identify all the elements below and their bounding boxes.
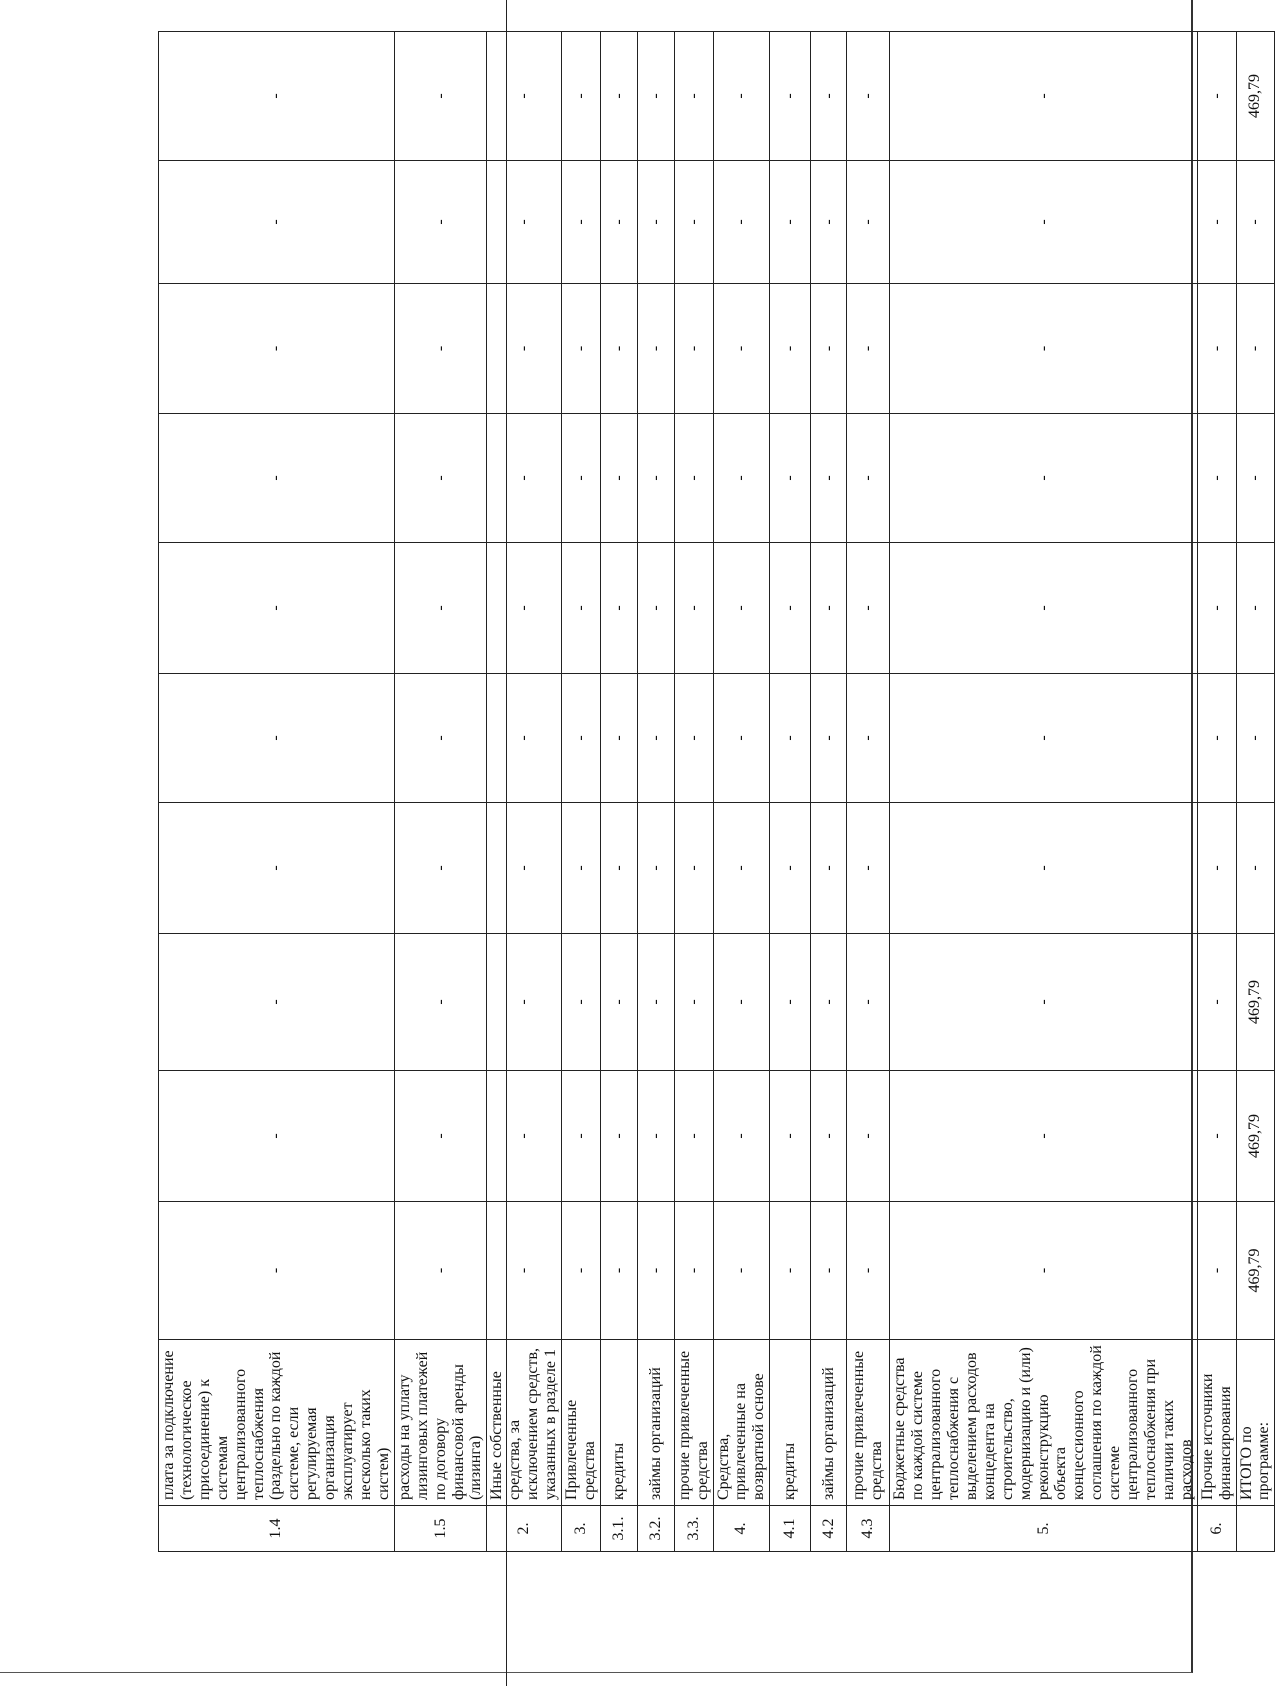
value-cell: -	[394, 674, 487, 803]
value-cell: -	[561, 1071, 600, 1202]
value-cell: -	[713, 32, 770, 161]
row-label: плата за подключение (технологическое присоединение) к системам централизованного теплоснабжения (раздельно по каждой системе, если регулируемая организация эксплуатирует несколько таких систем)	[159, 1340, 395, 1506]
row-label: Привлеченные средства	[561, 1340, 600, 1506]
value-cell: -	[713, 284, 770, 414]
value-cell: -	[770, 803, 811, 934]
table-row	[487, 32, 562, 1552]
value-cell: -	[847, 674, 890, 803]
value-cell: -	[1197, 934, 1236, 1071]
value-cell: -	[487, 1071, 562, 1202]
table-row	[811, 32, 847, 1552]
value-cell: -	[637, 934, 674, 1071]
table-row	[847, 32, 890, 1552]
value-cell: -	[637, 674, 674, 803]
value-cell: -	[561, 803, 600, 934]
value-cell: -	[847, 934, 890, 1071]
value-cell: -	[159, 1071, 395, 1202]
row-label: Прочие источники финансирования	[1197, 1340, 1236, 1506]
value-cell: -	[600, 934, 637, 1071]
value-cell: -	[890, 284, 1197, 414]
total-value-cell: 469,79	[1236, 1202, 1275, 1340]
value-cell: -	[600, 414, 637, 543]
table-row	[600, 32, 637, 1552]
value-cell: -	[674, 284, 713, 414]
table-row	[713, 32, 770, 1552]
row-label: кредиты	[600, 1340, 637, 1506]
value-cell: -	[890, 414, 1197, 543]
total-value-cell: 469,79	[1236, 32, 1275, 161]
row-number: 2.	[487, 1506, 562, 1552]
value-cell: -	[674, 1202, 713, 1340]
row-label: кредиты	[770, 1340, 811, 1506]
total-value-cell: -	[1236, 414, 1275, 543]
value-cell: -	[674, 414, 713, 543]
value-cell: -	[811, 1202, 847, 1340]
value-cell: -	[847, 1202, 890, 1340]
value-cell: -	[811, 284, 847, 414]
row-number: 4.	[713, 1506, 770, 1552]
total-label: ИТОГО по программе:	[1236, 1340, 1275, 1506]
value-cell: -	[713, 543, 770, 674]
row-number: 5.	[890, 1506, 1197, 1552]
value-cell: -	[674, 1071, 713, 1202]
value-cell: -	[674, 803, 713, 934]
value-cell: -	[600, 1071, 637, 1202]
value-cell: -	[890, 674, 1197, 803]
value-cell: -	[561, 543, 600, 674]
value-cell: -	[890, 1071, 1197, 1202]
table-row	[890, 32, 1197, 1552]
total-value-cell: -	[1236, 803, 1275, 934]
value-cell: -	[713, 161, 770, 284]
value-cell: -	[487, 543, 562, 674]
row-label: прочие привлеченные средства	[674, 1340, 713, 1506]
value-cell: -	[713, 934, 770, 1071]
value-cell: -	[159, 543, 395, 674]
value-cell: -	[637, 543, 674, 674]
value-cell: -	[159, 803, 395, 934]
value-cell: -	[770, 934, 811, 1071]
value-cell: -	[561, 161, 600, 284]
value-cell: -	[600, 32, 637, 161]
value-cell: -	[674, 543, 713, 674]
value-cell: -	[637, 414, 674, 543]
value-cell: -	[1197, 161, 1236, 284]
total-value-cell: 469,79	[1236, 934, 1275, 1071]
value-cell: -	[1197, 803, 1236, 934]
row-number: 3.1.	[600, 1506, 637, 1552]
row-number: 1.5	[394, 1506, 487, 1552]
value-cell: -	[394, 32, 487, 161]
value-cell: -	[1197, 1071, 1236, 1202]
total-value-cell: -	[1236, 543, 1275, 674]
value-cell: -	[637, 32, 674, 161]
value-cell: -	[487, 1202, 562, 1340]
value-cell: -	[770, 32, 811, 161]
row-number: 6.	[1197, 1506, 1236, 1552]
value-cell: -	[637, 803, 674, 934]
value-cell: -	[674, 674, 713, 803]
rotated-table-wrapper	[158, 32, 1273, 1552]
row-number: 4.3	[847, 1506, 890, 1552]
value-cell: -	[847, 414, 890, 543]
value-cell: -	[770, 674, 811, 803]
value-cell: -	[600, 161, 637, 284]
row-label: Бюджетные средства по каждой системе централизованного теплоснабжения с выделением расходов концедента на строительство, модернизацию и (или) реконструкцию объекта концессионного соглашения по каждой системе централизованного теплоснабжения при наличии таких расходов	[890, 1340, 1197, 1506]
table-row	[674, 32, 713, 1552]
value-cell: -	[637, 284, 674, 414]
value-cell: -	[394, 414, 487, 543]
row-label: Иные собственные средства, за исключением средств, указанных в разделе 1	[487, 1340, 562, 1506]
value-cell: -	[713, 674, 770, 803]
table-row	[770, 32, 811, 1552]
row-number	[1236, 1506, 1275, 1552]
value-cell: -	[811, 414, 847, 543]
value-cell: -	[394, 543, 487, 674]
value-cell: -	[847, 161, 890, 284]
value-cell: -	[847, 543, 890, 674]
value-cell: -	[890, 803, 1197, 934]
value-cell: -	[770, 1202, 811, 1340]
value-cell: -	[811, 674, 847, 803]
value-cell: -	[394, 161, 487, 284]
value-cell: -	[159, 161, 395, 284]
value-cell: -	[487, 284, 562, 414]
total-value-cell: -	[1236, 161, 1275, 284]
value-cell: -	[811, 1071, 847, 1202]
value-cell: -	[847, 32, 890, 161]
value-cell: -	[890, 161, 1197, 284]
value-cell: -	[770, 284, 811, 414]
value-cell: -	[637, 1202, 674, 1340]
value-cell: -	[847, 284, 890, 414]
value-cell: -	[394, 934, 487, 1071]
value-cell: -	[487, 934, 562, 1071]
value-cell: -	[811, 161, 847, 284]
value-cell: -	[487, 674, 562, 803]
row-number: 3.	[561, 1506, 600, 1552]
value-cell: -	[561, 934, 600, 1071]
value-cell: -	[1197, 543, 1236, 674]
value-cell: -	[487, 32, 562, 161]
total-value-cell: 469,79	[1236, 1071, 1275, 1202]
value-cell: -	[713, 414, 770, 543]
value-cell: -	[561, 414, 600, 543]
table-row	[1197, 32, 1236, 1552]
value-cell: -	[1197, 32, 1236, 161]
value-cell: -	[561, 1202, 600, 1340]
total-value-cell: -	[1236, 674, 1275, 803]
value-cell: -	[561, 284, 600, 414]
row-number: 4.1	[770, 1506, 811, 1552]
value-cell: -	[159, 1202, 395, 1340]
row-number: 1.4	[159, 1506, 395, 1552]
value-cell: -	[600, 803, 637, 934]
value-cell: -	[394, 1202, 487, 1340]
value-cell: -	[847, 803, 890, 934]
row-label: прочие привлеченные средства	[847, 1340, 890, 1506]
value-cell: -	[487, 414, 562, 543]
value-cell: -	[713, 1202, 770, 1340]
value-cell: -	[159, 414, 395, 543]
value-cell: -	[394, 803, 487, 934]
value-cell: -	[487, 161, 562, 284]
row-label: займы организаций	[811, 1340, 847, 1506]
table-row	[561, 32, 600, 1552]
value-cell: -	[637, 161, 674, 284]
value-cell: -	[811, 543, 847, 674]
value-cell: -	[394, 284, 487, 414]
row-number: 3.3.	[674, 1506, 713, 1552]
value-cell: -	[600, 543, 637, 674]
value-cell: -	[890, 543, 1197, 674]
value-cell: -	[890, 32, 1197, 161]
value-cell: -	[674, 161, 713, 284]
value-cell: -	[770, 414, 811, 543]
value-cell: -	[847, 1071, 890, 1202]
value-cell: -	[890, 934, 1197, 1071]
value-cell: -	[770, 161, 811, 284]
value-cell: -	[487, 803, 562, 934]
row-number: 3.2.	[637, 1506, 674, 1552]
row-number: 4.2	[811, 1506, 847, 1552]
value-cell: -	[1197, 414, 1236, 543]
financing-sources-table	[158, 31, 1275, 1552]
value-cell: -	[770, 543, 811, 674]
value-cell: -	[159, 674, 395, 803]
value-cell: -	[890, 1202, 1197, 1340]
value-cell: -	[674, 32, 713, 161]
value-cell: -	[561, 32, 600, 161]
table-row-total	[1236, 32, 1275, 1552]
value-cell: -	[811, 32, 847, 161]
value-cell: -	[159, 284, 395, 414]
value-cell: -	[713, 1071, 770, 1202]
value-cell: -	[600, 674, 637, 803]
value-cell: -	[394, 1071, 487, 1202]
value-cell: -	[770, 1071, 811, 1202]
value-cell: -	[600, 284, 637, 414]
table-row	[637, 32, 674, 1552]
value-cell: -	[713, 803, 770, 934]
value-cell: -	[159, 32, 395, 161]
value-cell: -	[811, 934, 847, 1071]
table-row	[159, 32, 395, 1552]
value-cell: -	[1197, 284, 1236, 414]
value-cell: -	[600, 1202, 637, 1340]
value-cell: -	[1197, 1202, 1236, 1340]
row-label: расходы на уплату лизинговых платежей по договору финансовой аренды (лизинга)	[394, 1340, 487, 1506]
value-cell: -	[561, 674, 600, 803]
value-cell: -	[159, 934, 395, 1071]
row-label: займы организаций	[637, 1340, 674, 1506]
value-cell: -	[811, 803, 847, 934]
value-cell: -	[674, 934, 713, 1071]
total-value-cell: -	[1236, 284, 1275, 414]
value-cell: -	[1197, 674, 1236, 803]
value-cell: -	[637, 1071, 674, 1202]
table-row	[394, 32, 487, 1552]
row-label: Средства, привлеченные на возвратной основе	[713, 1340, 770, 1506]
